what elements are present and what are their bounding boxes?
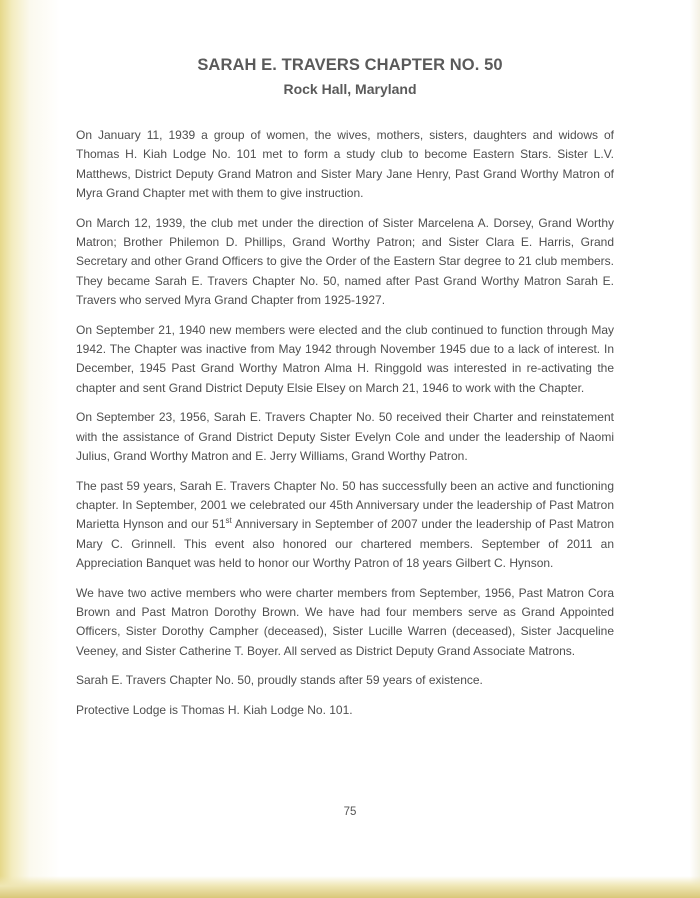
paragraph-anniversary: [76, 477, 614, 574]
document-title: SARAH E. TRAVERS CHAPTER NO. 50: [197, 56, 503, 74]
page-right-edge: [690, 0, 700, 898]
paragraph-founding: On January 11, 1939 a group of women, the wives, mothers, sisters, daughters and widows of Thomas H. Kiah Lodge No. 101 met to form a study club to become Eastern Stars. Sister L.V. Matthews, District Deputy Grand Matron and Sister Mary Jane Henry, Past Grand Worthy Matron of Myra Grand Chapter met with them to give instruction.: [76, 128, 614, 201]
paragraph-protective-lodge: Protective Lodge is Thomas H. Kiah Lodge No. 101.: [76, 702, 353, 717]
anniversary-text-start: The past 59 years, Sarah E. Travers Chapter No. 50 has successfully been an active and functioning chapter. In September, 2001 we celebrated our 45th Anniversary under the leadership of Past Matron Marietta Hynson and our 51: [76, 478, 614, 532]
anniversary-text-end: Anniversary in September of 2007 under the leadership of Past Matron Mary C. Grinnell. This event also honored our chartered members. September of 2011 an Appreciation Banquet was held to honor our Worthy Patron of 18 years Gilbert C. Hynson.: [76, 517, 614, 571]
ordinal-suffix: st: [225, 516, 232, 526]
paragraph-reactivation: On September 21, 1940 new members were elected and the club continued to function through May 1942. The Chapter was inactive from May 1942 through November 1945 due to a lack of interest. In December, 1945 Past Grand Worthy Matron Alma H. Ringgold was interested in re-activating the chapter and sent Grand District Deputy Elsie Elsey on March 21, 1946 to work with the Chapter.: [76, 322, 614, 395]
paragraph-charter: On September 23, 1956, Sarah E. Travers Chapter No. 50 received their Charter and reinstatement with the assistance of Grand District Deputy Sister Evelyn Cole and under the leadership of Naomi Julius, Grand Worthy Matron and E. Jerry Williams, Grand Worthy Patron.: [76, 410, 614, 464]
document-subtitle: Rock Hall, Maryland: [283, 81, 417, 97]
paragraph-degree: On March 12, 1939, the club met under the direction of Sister Marcelena A. Dorsey, Grand Worthy Matron; Brother Philemon D. Phillips, Grand Worthy Patron; and Sister Clara E. Harris, Grand Secretary and other Grand Officers to give the Order of the Eastern Star degree to 21 club members. They became Sarah E. Travers Chapter No. 50, named after Past Grand Worthy Matron Sarah E. Travers who served Myra Grand Chapter from 1925-1927.: [76, 215, 614, 308]
page-bottom-edge: [0, 876, 700, 898]
document-body: [76, 126, 614, 730]
paragraph-existence: Sarah E. Travers Chapter No. 50, proudly stands after 59 years of existence.: [76, 673, 483, 688]
page-number: 75: [343, 806, 357, 818]
paragraph-charter-members: We have two active members who were charter members from September, 1956, Past Matron Cora Brown and Past Matron Dorothy Brown. We have had four members serve as Grand Appointed Officers, Sister Dorothy Campher (deceased), Sister Lucille Warren (deceased), Sister Jacqueline Veeney, and Sister Catherine T. Boyer. All served as District Deputy Grand Associate Matrons.: [76, 585, 614, 658]
